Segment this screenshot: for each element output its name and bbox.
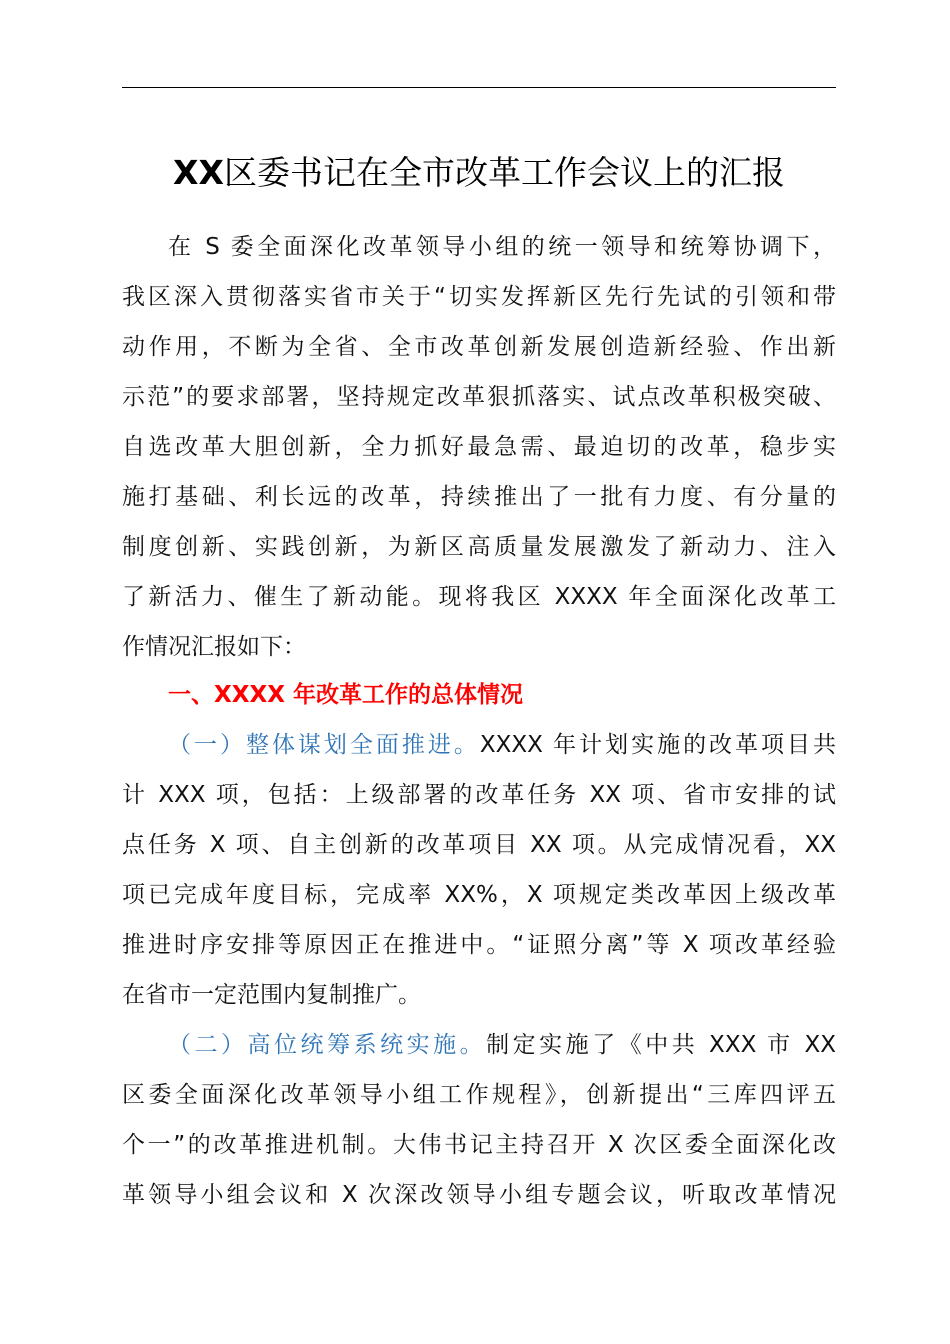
title-main: 区委书记在全市改革工作会议上的汇报 — [223, 153, 785, 192]
document-title — [122, 148, 836, 198]
subsection-2-heading: （二）高位统筹系统实施。 — [168, 1032, 487, 1058]
subsection-2-line: 区委全面深化改革领导小组工作规程》，创新提出“三库四评五 — [122, 1082, 836, 1108]
subsection-2-paragraph — [122, 1020, 836, 1220]
subsection-1-line: 项已完成年度目标，完成率 XX%，X 项规定类改革因上级改革 — [122, 882, 836, 908]
intro-line: 自选改革大胆创新，全力抓好最急需、最迫切的改革，稳步实 — [122, 434, 836, 460]
intro-line: 在 S 委全面深化改革领导小组的统一领导和统筹协调下， — [168, 234, 836, 260]
subsection-1-line: 点任务 X 项、自主创新的改革项目 XX 项。从完成情况看，XX — [122, 832, 836, 858]
intro-paragraph — [122, 222, 836, 672]
intro-line: 施打基础、利长远的改革，持续推出了一批有力度、有分量的 — [122, 484, 836, 510]
header-rule — [122, 87, 836, 88]
intro-line: 制度创新、实践创新，为新区高质量发展激发了新动力、注入 — [122, 534, 836, 560]
subsection-2-line: 个一”的改革推进机制。大伟书记主持召开 X 次区委全面深化改 — [122, 1132, 836, 1158]
subsection-1-heading: （一）整体谋划全面推进。 — [168, 732, 480, 758]
subsection-1-line: 计 XXX 项，包括：上级部署的改革任务 XX 项、省市安排的试 — [122, 782, 836, 808]
intro-line: 我区深入贯彻落实省市关于“切实发挥新区先行先试的引领和带 — [122, 284, 836, 310]
intro-line: 动作用，不断为全省、全市改革创新发展创造新经验、作出新 — [122, 334, 836, 360]
subsection-1-paragraph — [122, 720, 836, 1020]
subsection-1-line: 推进时序安排等原因正在推进中。“证照分离”等 X 项改革经验 — [122, 932, 836, 958]
subsection-1-line: 在省市一定范围内复制推广。 — [122, 982, 421, 1008]
subsection-2-line: 革领导小组会议和 X 次深改领导小组专题会议，听取改革情况 — [122, 1182, 836, 1208]
intro-line: 示范”的要求部署，坚持规定改革狠抓落实、试点改革积极突破、 — [122, 384, 836, 410]
subsection-1-first-line — [122, 720, 836, 770]
subsection-2-lead: 制定实施了《中共 XXX 市 XX — [486, 1032, 836, 1058]
section-heading-1: 一、XXXX 年改革工作的总体情况 — [168, 682, 523, 708]
intro-line: 了新活力、催生了新动能。现将我区 XXXX 年全面深化改革工 — [122, 584, 836, 610]
subsection-1-lead: XXXX 年计划实施的改革项目共 — [479, 732, 837, 758]
subsection-2-first-line — [122, 1020, 836, 1070]
title-prefix: XX — [173, 153, 224, 192]
intro-line: 作情况汇报如下： — [122, 634, 306, 660]
